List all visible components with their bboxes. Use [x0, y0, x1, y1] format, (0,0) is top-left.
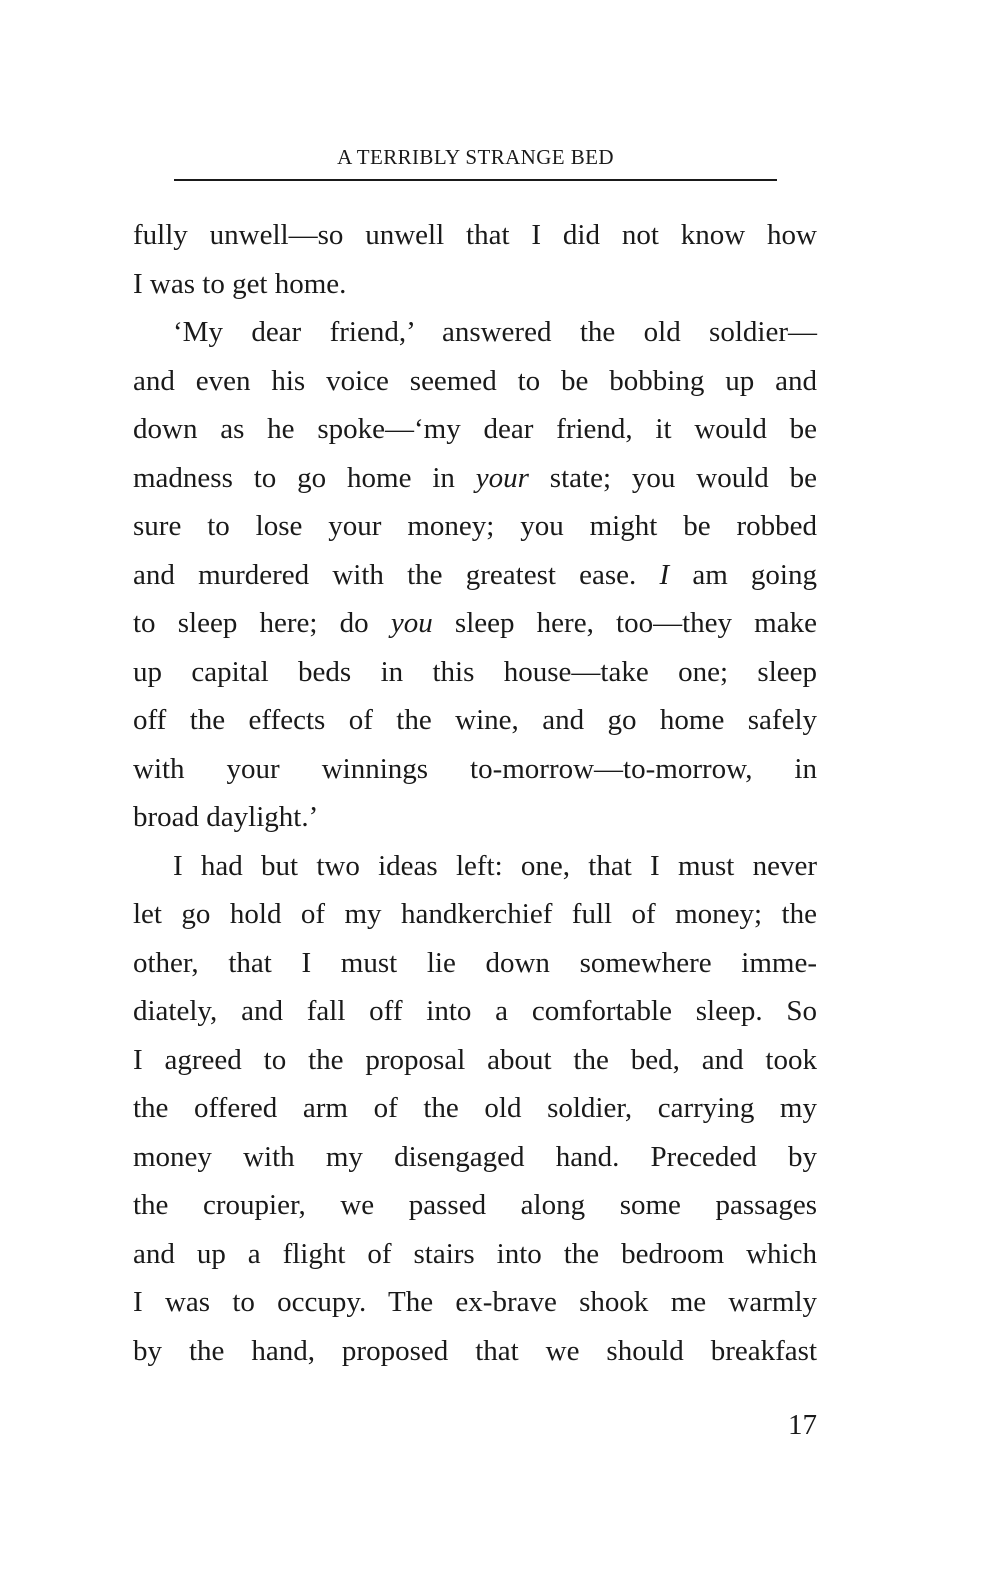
- text-line: other, that I must lie down somewhere imme-: [133, 946, 817, 979]
- text-line: and even his voice seemed to be bobbing up and: [133, 364, 817, 397]
- page-number: 17: [788, 1409, 817, 1441]
- running-head: A TERRIBLY STRANGE BED: [337, 145, 614, 169]
- header-rule: [174, 179, 777, 181]
- text-line: I had but two ideas left: one, that I must never: [173, 849, 817, 882]
- text-line: the croupier, we passed along some passages: [133, 1189, 817, 1221]
- text-line: [133, 599, 817, 648]
- text-line: I agreed to the proposal about the bed, and took: [133, 1043, 817, 1076]
- text-run: am going: [669, 558, 817, 591]
- text-line: let go hold of my handkerchief full of money; the: [133, 898, 817, 930]
- text-line: broad daylight.’: [133, 801, 319, 833]
- text-line: with your winnings to-morrow—to-morrow, in: [133, 752, 817, 785]
- text-line: by the hand, proposed that we should breakfast: [133, 1334, 817, 1367]
- text-line: the offered arm of the old soldier, carrying my: [133, 1092, 817, 1124]
- text-run: and murdered with the greatest ease.: [133, 558, 660, 591]
- text-line: I was to get home.: [133, 267, 347, 300]
- text-line: ‘My dear friend,’ answered the old soldier—: [173, 316, 817, 348]
- text-line: [133, 454, 817, 503]
- italic-emphasis: your: [475, 461, 529, 494]
- body-text: [133, 211, 817, 1375]
- text-run: to sleep here; do: [133, 607, 391, 639]
- text-line: and up a flight of stairs into the bedroom which: [133, 1237, 817, 1270]
- text-line: diately, and fall off into a comfortable sleep. So: [133, 995, 817, 1027]
- text-run: sleep here, too—they make: [432, 607, 817, 639]
- text-run: madness to go home in: [133, 461, 476, 494]
- italic-emphasis: I: [659, 558, 670, 591]
- italic-emphasis: you: [390, 607, 433, 639]
- text-line: money with my disengaged hand. Preceded by: [133, 1140, 817, 1173]
- text-line: I was to occupy. The ex-brave shook me warmly: [133, 1286, 817, 1318]
- text-line: [133, 551, 817, 600]
- text-line: down as he spoke—‘my dear friend, it would be: [133, 413, 817, 445]
- text-line: off the effects of the wine, and go home safely: [133, 704, 817, 736]
- text-line: sure to lose your money; you might be robbed: [133, 510, 817, 542]
- text-line: up capital beds in this house—take one; sleep: [133, 655, 817, 688]
- text-line: fully unwell—so unwell that I did not know how: [133, 219, 817, 251]
- text-run: state; you would be: [528, 461, 817, 494]
